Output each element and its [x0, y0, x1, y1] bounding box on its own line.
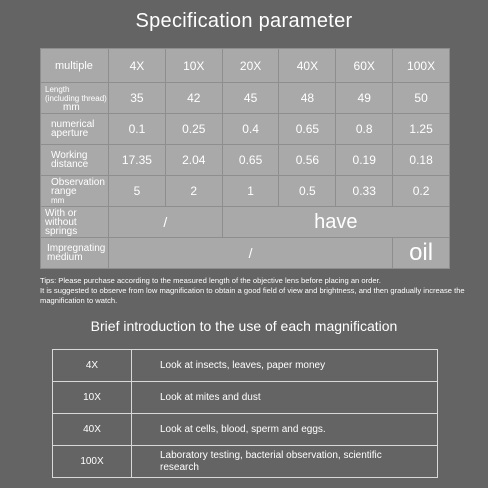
magnification-header: 60X	[336, 49, 393, 83]
tips-text	[40, 276, 480, 306]
table-row	[53, 446, 438, 478]
label-line: distance	[51, 159, 89, 170]
label-unit: mm	[51, 195, 65, 205]
label-line: without springs	[45, 216, 78, 237]
magnification-header: 10X	[165, 49, 222, 83]
section-title: Brief introduction to the use of each magnification	[90, 318, 398, 334]
cell-value: 0.5	[279, 176, 336, 207]
page-title: Specification parameter	[135, 10, 353, 32]
springs-value-left: /	[109, 207, 223, 238]
springs-value-right: have	[222, 207, 449, 238]
row-label-aperture	[41, 114, 109, 145]
cell-value: 0.65	[279, 114, 336, 145]
cell-value: 49	[336, 83, 393, 114]
row-label-working-distance	[41, 145, 109, 176]
table-row	[53, 350, 438, 382]
cell-value: 0.18	[393, 145, 450, 176]
magnification-header: 100X	[393, 49, 450, 83]
magnification-cell: 10X	[53, 382, 132, 414]
table-row	[41, 238, 450, 269]
table-row	[53, 414, 438, 446]
label-line: Impregnating	[47, 243, 106, 254]
tips-line: Tips: Please purchase according to the measured length of the objective lens before placing an order.	[40, 276, 381, 285]
label-line: With or	[45, 207, 77, 219]
cell-value: 0.8	[336, 114, 393, 145]
magnification-cell: 40X	[53, 414, 132, 446]
description-cell: Look at insects, leaves, paper money	[132, 350, 438, 382]
label-sub: (including thread)	[45, 93, 107, 103]
medium-value-left: /	[109, 238, 393, 269]
magnification-header: 4X	[109, 49, 166, 83]
row-label-medium	[41, 238, 109, 269]
label-line: numerical	[51, 119, 95, 130]
cell-value: 1.25	[393, 114, 450, 145]
cell-value: 17.35	[109, 145, 166, 176]
table-row	[41, 145, 450, 176]
magnification-cell: 4X	[53, 350, 132, 382]
cell-value: 5	[109, 176, 166, 207]
table-row	[41, 83, 450, 114]
cell-value: 0.65	[222, 145, 279, 176]
table-row	[41, 207, 450, 238]
label-line: range	[51, 185, 77, 197]
table-row	[41, 49, 450, 83]
cell-value: 45	[222, 83, 279, 114]
cell-value: 0.4	[222, 114, 279, 145]
magnification-header: 40X	[279, 49, 336, 83]
cell-value: 0.33	[336, 176, 393, 207]
medium-value-right: oil	[393, 238, 450, 269]
description-cell: Laboratory testing, bacterial observation, scientific research	[132, 446, 438, 478]
cell-value: 1	[222, 176, 279, 207]
label-unit: mm	[63, 101, 80, 113]
magnification-use-table	[52, 349, 438, 478]
cell-value: 42	[165, 83, 222, 114]
label-line: Observation	[51, 176, 105, 188]
cell-value: 35	[109, 83, 166, 114]
specification-table	[40, 48, 450, 269]
cell-value: 0.1	[109, 114, 166, 145]
description-cell: Look at cells, blood, sperm and eggs.	[132, 414, 438, 446]
row-label-observation-range	[41, 176, 109, 207]
cell-value: 0.19	[336, 145, 393, 176]
label-line: Working	[51, 150, 88, 161]
label-main: Length	[45, 84, 70, 94]
table-row	[41, 114, 450, 145]
cell-value: 48	[279, 83, 336, 114]
row-label-length	[41, 83, 109, 114]
header-label: multiple	[41, 49, 109, 83]
cell-value: 50	[393, 83, 450, 114]
cell-value: 2.04	[165, 145, 222, 176]
cell-value: 0.56	[279, 145, 336, 176]
magnification-cell: 100X	[53, 446, 132, 478]
label-line: medium	[47, 252, 83, 263]
row-label-springs	[41, 207, 109, 238]
table-row	[53, 382, 438, 414]
tips-line: It is suggested to observe from low magnification to obtain a good field of view and brightness, and then gradually increase the magnification to watch.	[40, 286, 465, 305]
cell-value: 0.25	[165, 114, 222, 145]
magnification-header: 20X	[222, 49, 279, 83]
description-cell: Look at mites and dust	[132, 382, 438, 414]
cell-value: 2	[165, 176, 222, 207]
table-row	[41, 176, 450, 207]
label-line: aperture	[51, 128, 89, 139]
cell-value: 0.2	[393, 176, 450, 207]
